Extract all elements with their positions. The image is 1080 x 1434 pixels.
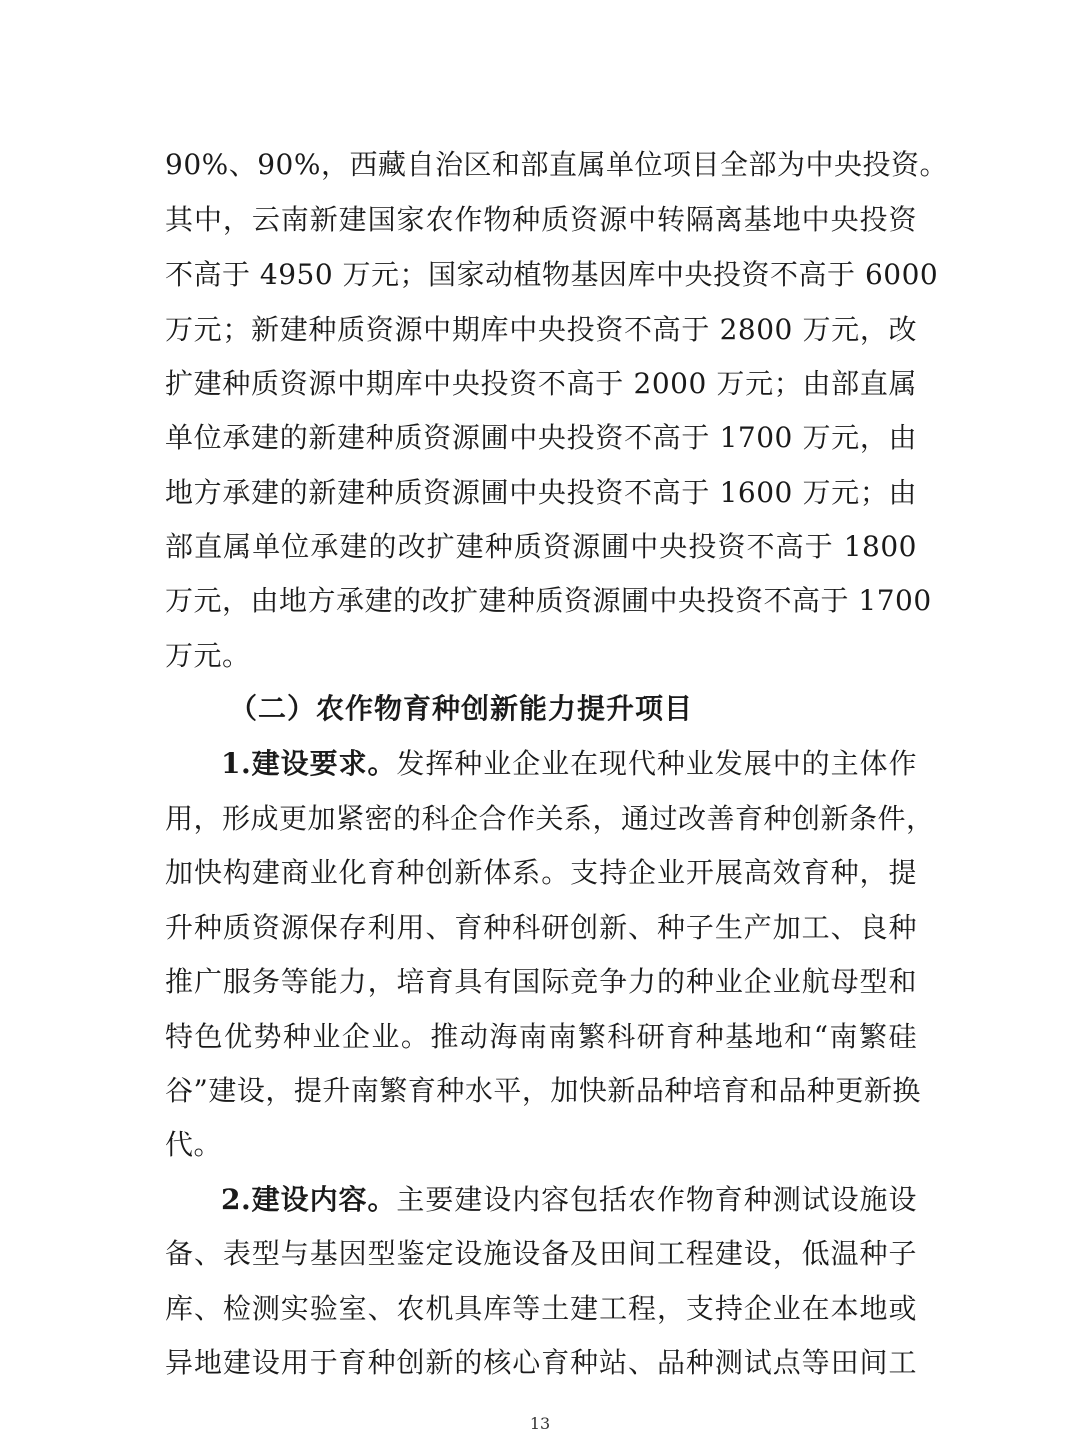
body-text-line: 单位承建的新建种质资源圃中央投资不高于 1700 万元，由 [165, 421, 917, 454]
paragraph-first-line-text: 主要建设内容包括农作物育种测试设施设 [396, 1183, 917, 1216]
paragraph-first-line [221, 744, 917, 784]
body-text-line: 其中，云南新建国家农作物种质资源中转隔离基地中央投资 [165, 203, 917, 236]
body-text-line: 推广服务等能力，培育具有国际竞争力的种业企业航母型和 [165, 965, 917, 998]
body-text-line: 90%、90%，西藏自治区和部直属单位项目全部为中央投资。 [165, 148, 948, 181]
body-text-line: 万元。 [165, 639, 251, 672]
section-heading: （二）农作物育种创新能力提升项目 [229, 692, 694, 725]
body-text-line: 用，形成更加紧密的科企合作关系，通过改善育种创新条件， [165, 802, 935, 835]
body-text-line: 异地建设用于育种创新的核心育种站、品种测试点等田间工 [165, 1346, 917, 1379]
body-text-line: 升种质资源保存利用、育种科研创新、种子生产加工、良种 [165, 911, 917, 944]
body-text-line: 备、表型与基因型鉴定设施设备及田间工程建设，低温种子 [165, 1237, 917, 1270]
body-text-line: 万元；新建种质资源中期库中央投资不高于 2800 万元，改 [165, 313, 917, 346]
body-text-line: 地方承建的新建种质资源圃中央投资不高于 1600 万元；由 [165, 476, 917, 509]
body-text-line: 扩建种质资源中期库中央投资不高于 2000 万元；由部直属 [165, 367, 917, 400]
body-text-line: 部直属单位承建的改扩建种质资源圃中央投资不高于 1800 [165, 530, 917, 563]
paragraph-first-line [221, 1180, 917, 1220]
page-number: 13 [529, 1414, 551, 1433]
body-text-line: 库、检测实验室、农机具库等土建工程，支持企业在本地或 [165, 1292, 917, 1325]
body-text-line: 万元，由地方承建的改扩建种质资源圃中央投资不高于 1700 [165, 584, 932, 617]
body-text-line: 不高于 4950 万元；国家动植物基因库中央投资不高于 6000 [165, 258, 939, 291]
body-text-line: 代。 [165, 1128, 223, 1161]
paragraph-lead-bold: 1.建设要求。 [221, 747, 397, 780]
body-text-line: 谷”建设，提升南繁育种水平，加快新品种培育和品种更新换 [165, 1074, 921, 1107]
body-text-line: 特色优势种业企业。推动海南南繁科研育种基地和“南繁硅 [165, 1020, 917, 1053]
body-text-line: 加快构建商业化育种创新体系。支持企业开展高效育种，提 [165, 856, 917, 889]
paragraph-lead-bold: 2.建设内容。 [221, 1183, 397, 1216]
paragraph-first-line-text: 发挥种业企业在现代种业发展中的主体作 [396, 747, 917, 780]
